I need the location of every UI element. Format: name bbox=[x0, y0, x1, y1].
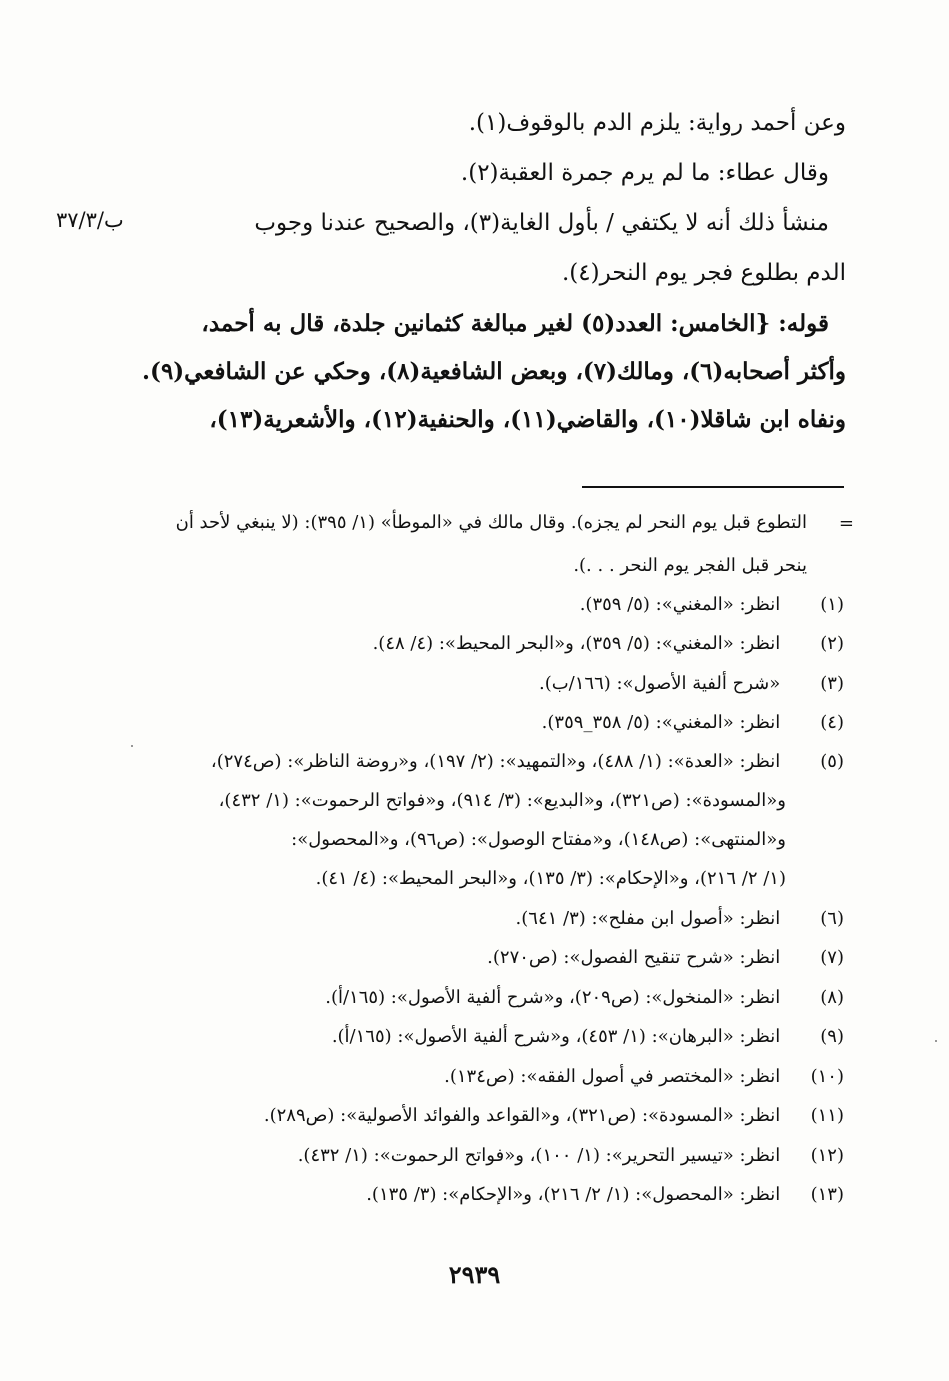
footnote-8 bbox=[325, 987, 844, 1008]
footnote-3 bbox=[539, 673, 844, 694]
footnote-11 bbox=[264, 1105, 844, 1126]
scan-speck bbox=[935, 1040, 937, 1042]
footnote-6 bbox=[516, 908, 844, 929]
footnote-number: (١٠) bbox=[810, 1066, 844, 1087]
footnote-text: انظر: «المحصول»: (١/ ٢/ ٢١٦)، و«الإحكام»: (٣/ ١٣٥). bbox=[366, 1184, 781, 1205]
footnote-number: (١) bbox=[820, 594, 844, 615]
footnote-continuation-mark: = bbox=[838, 513, 854, 534]
footnote-text: انظر: «المسودة»: (ص٣٢١)، و«القواعد والفوائد الأصولية»: (ص٢٨٩). bbox=[263, 1105, 781, 1126]
footnote-text: «شرح ألفية الأصول»: (١٦٦/ب). bbox=[538, 673, 781, 694]
footnote-text: انظر: «المغني»: (٥/ ٣٥٩)، و«البحر المحيط»: (٤/ ٤٨). bbox=[372, 633, 781, 654]
footnote-text: انظر: «تيسير التحرير»: (١/ ١٠٠)، و«فواتح الرحموت»: (١/ ٤٣٢). bbox=[297, 1145, 781, 1166]
footnote-number: (٣) bbox=[820, 673, 844, 694]
footnote-number: (٥) bbox=[820, 751, 844, 772]
footnote-number: (٢) bbox=[820, 633, 844, 654]
footnote-number: (٤) bbox=[820, 712, 844, 733]
footnote-number: (١١) bbox=[810, 1105, 844, 1126]
main-text-line-1: وعن أحمد رواية: يلزم الدم بالوقوف(١). bbox=[468, 110, 846, 136]
manuscript-folio-note: ب/٣٧/٣ bbox=[56, 208, 124, 232]
footnote-5 bbox=[211, 751, 844, 772]
main-text-line-5: قوله: {الخامس: العدد(٥) لغير مبالغة كثمانين جلدة، قال به أحمد، bbox=[201, 310, 829, 337]
footnote-5-line-4: (١/ ٢/ ٢١٦)، و«الإحكام»: (٣/ ١٣٥)، و«البحر المحيط»: (٤/ ٤١). bbox=[315, 868, 786, 889]
footnote-10 bbox=[444, 1066, 844, 1087]
footnote-text: انظر: «أصول ابن مفلح»: (٣/ ٦٤١). bbox=[515, 908, 781, 929]
footnote-text: انظر: «المغني»: (٥/ ٣٥٩). bbox=[579, 594, 781, 615]
footnote-7 bbox=[487, 947, 844, 968]
footnote-number: (٩) bbox=[820, 1026, 844, 1047]
footnote-12 bbox=[298, 1145, 844, 1166]
footnote-separator bbox=[582, 486, 844, 488]
footnote-text: انظر: «العدة»: (١/ ٤٨٨)، و«التمهيد»: (٢/ ١٩٧)، و«روضة الناظر»: (ص٢٧٤)، bbox=[210, 751, 781, 772]
main-text-line-2: وقال عطاء: ما لم يرم جمرة العقبة(٢). bbox=[460, 160, 829, 186]
footnote-2 bbox=[373, 633, 844, 654]
footnote-text: انظر: «شرح تنقيح الفصول»: (ص٢٧٠). bbox=[487, 947, 781, 968]
footnote-number: (١٣) bbox=[810, 1184, 844, 1205]
footnote-5-line-2: و«المسودة»: (ص٣٢١)، و«البديع»: (٣/ ٩١٤)، و«فواتح الرحموت»: (١/ ٤٣٢)، bbox=[218, 790, 786, 811]
footnote-9 bbox=[332, 1026, 844, 1047]
main-text-line-4: الدم بطلوع فجر يوم النحر(٤). bbox=[561, 260, 846, 286]
footnote-number: (٧) bbox=[820, 947, 844, 968]
footnote-number: (١٢) bbox=[810, 1145, 844, 1166]
footnote-continuation-line-2: ينحر قبل الفجر يوم النحر . . .). bbox=[573, 555, 807, 576]
footnote-5-line-3: و«المنتهى»: (ص١٤٨)، و«مفتاح الوصول»: (ص٩٦)، و«المحصول»: bbox=[291, 829, 786, 850]
footnote-number: (٨) bbox=[820, 987, 844, 1008]
footnote-text: انظر: «المختصر في أصول الفقه»: (ص١٣٤). bbox=[444, 1066, 781, 1087]
footnote-continuation-line-1: التطوع قبل يوم النحر لم يجزه). وقال مالك في «الموطأ» (١/ ٣٩٥): (لا ينبغي لأحد أن bbox=[175, 512, 807, 533]
page-number: ٢٩٣٩ bbox=[448, 1260, 501, 1289]
main-text-line-3: منشأ ذلك أنه لا يكتفي / بأول الغاية(٣)، والصحيح عندنا وجوب bbox=[254, 210, 829, 236]
scan-speck bbox=[131, 745, 133, 747]
footnote-text: انظر: «المغني»: (٥/ ٣٥٨_٣٥٩). bbox=[541, 712, 781, 733]
footnote-text: انظر: «البرهان»: (١/ ٤٥٣)، و«شرح ألفية الأصول»: (١٦٥/أ). bbox=[331, 1026, 781, 1047]
footnote-1 bbox=[580, 594, 844, 615]
main-text-line-7: ونفاه ابن شاقلا(١٠)، والقاضي(١١)، والحنفية(١٢)، والأشعرية(١٣)، bbox=[209, 406, 846, 433]
footnote-4 bbox=[542, 712, 844, 733]
footnote-number: (٦) bbox=[820, 908, 844, 929]
main-text-line-6: وأكثر أصحابه(٦)، ومالك(٧)، وبعض الشافعية(٨)، وحكي عن الشافعي(٩). bbox=[142, 358, 846, 385]
footnote-13 bbox=[366, 1184, 844, 1205]
footnote-text: انظر: «المنخول»: (ص٢٠٩)، و«شرح ألفية الأصول»: (١٦٥/أ). bbox=[325, 987, 781, 1008]
